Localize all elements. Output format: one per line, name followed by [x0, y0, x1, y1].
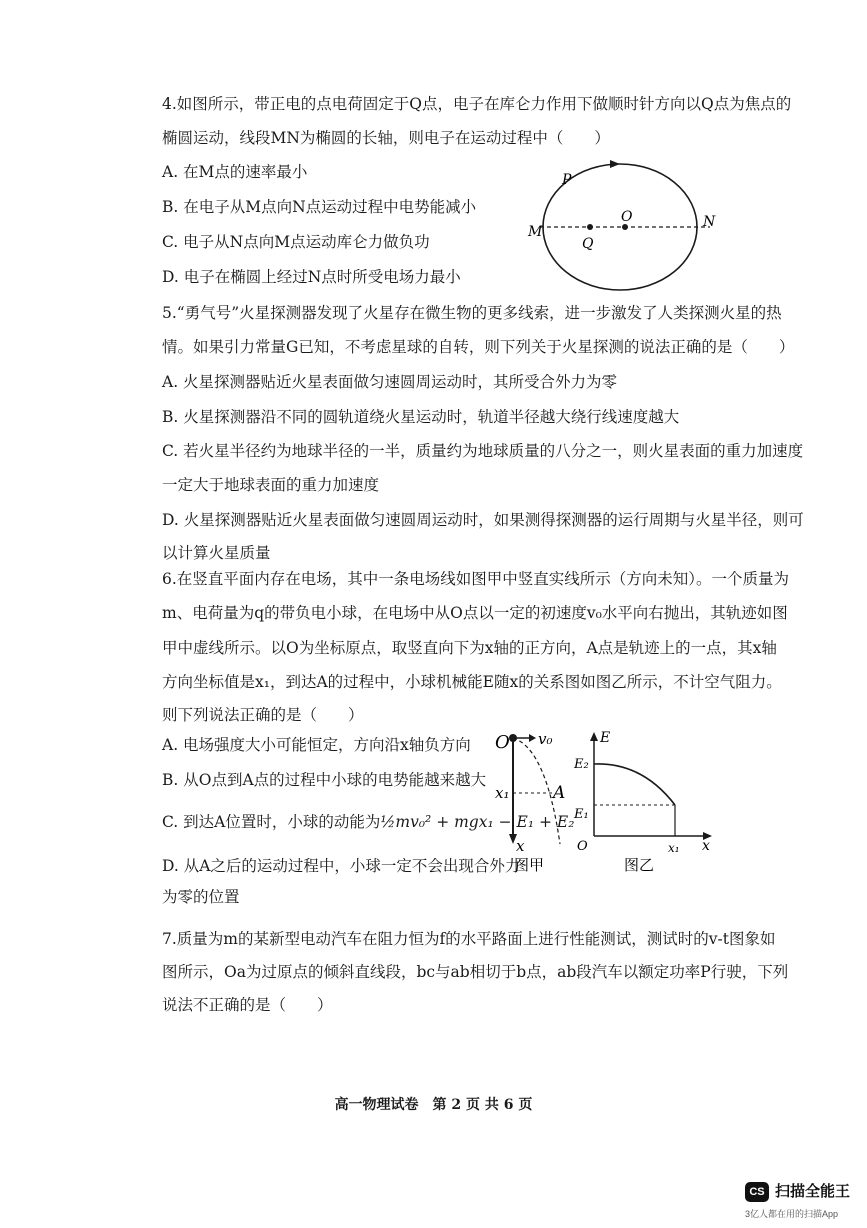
q6-stem-line-1: 6.在竖直平面内存在电场，其中一条电场线如图甲中竖直实线所示（方向未知）。一个质量为 — [162, 570, 790, 588]
q6-option-d-line-1: D. 从A之后的运动过程中，小球一定不会出现合外力 — [162, 857, 521, 875]
v0-arrow-head — [529, 734, 536, 742]
q7-stem-line-1: 7.质量为m的某新型电动汽车在阻力恒为f的水平路面上进行性能测试，测试时的v-t图象如 — [162, 930, 776, 948]
label-o: O — [495, 732, 510, 753]
label-p: P — [562, 172, 572, 188]
q6-option-d-line-2: 为零的位置 — [162, 888, 240, 906]
q4-option-a: A. 在M点的速率最小 — [162, 163, 308, 181]
scanner-logo: CS — [745, 1182, 769, 1202]
label-x1: x₁ — [668, 841, 680, 855]
q5-option-a: A. 火星探测器贴近火星表面做匀速圆周运动时，其所受合外力为零 — [162, 373, 618, 391]
q4-option-c: C. 电子从N点向M点运动库仑力做负功 — [162, 233, 430, 251]
label-x: x — [516, 837, 525, 855]
label-v0: v₀ — [538, 730, 553, 748]
label-m: M — [528, 224, 543, 240]
label-e1: E₁ — [574, 807, 589, 822]
q6-figure-yi — [572, 728, 720, 876]
q6-stem-line-5: 则下列说法正确的是（ ） — [162, 706, 364, 724]
q5-option-c-line-2: 一定大于地球表面的重力加速度 — [162, 476, 380, 494]
scanner-tagline: 3亿人都在用的扫描App — [745, 1209, 839, 1219]
page-footer: 高一物理试卷 第 2 页 共 6 页 — [334, 1097, 533, 1113]
label-a: A — [553, 783, 566, 803]
q6-stem-line-3: 甲中虚线所示。以O为坐标原点，取竖直向下为x轴的正方向，A点是轨迹上的一点，其x轴 — [162, 639, 777, 657]
q6-option-c-formula: ½mv₀² + mgx₁ − E₁ + E₂ — [380, 813, 575, 831]
scanner-watermark — [745, 1180, 861, 1224]
energy-curve — [594, 764, 675, 805]
q5-option-b: B. 火星探测器沿不同的圆轨道绕火星运动时，轨道半径越大绕行线速度越大 — [162, 408, 680, 426]
label-o: O — [577, 839, 588, 854]
q7-stem-line-3: 说法不正确的是（ ） — [162, 996, 333, 1014]
label-n: N — [703, 214, 716, 230]
direction-arrow — [610, 160, 620, 168]
q5-option-d-line-2: 以计算火星质量 — [162, 544, 271, 562]
scanner-name: 扫描全能王 — [775, 1183, 851, 1200]
e-axis-arrow — [590, 732, 598, 741]
q4-stem-line-1: 4.如图所示，带正电的点电荷固定于Q点，电子在库仑力作用下做顺时针方向以Q点为焦点的 — [162, 95, 792, 113]
point-q — [587, 224, 593, 230]
label-e2: E₂ — [574, 757, 589, 772]
label-o: O — [621, 209, 633, 225]
label-q: Q — [582, 236, 594, 252]
label-x1: x₁ — [495, 784, 510, 802]
caption-jia: 图甲 — [514, 856, 545, 874]
q5-option-d-line-1: D. 火星探测器贴近火星表面做匀速圆周运动时，如果测得探测器的运行周期与火星半径，则可 — [162, 511, 804, 529]
q4-stem-line-2: 椭圆运动，线段MN为椭圆的长轴，则电子在运动过程中（ ） — [162, 129, 610, 147]
q5-stem-line-2: 情。如果引力常量G已知，不考虑星球的自转，则下列关于火星探测的说法正确的是（ ） — [162, 338, 795, 356]
q7-stem-line-2: 图所示，Oa为过原点的倾斜直线段，bc与ab相切于b点，ab段汽车以额定功率P行驶，下列 — [162, 963, 789, 981]
q6-option-b: B. 从O点到A点的过程中小球的电势能越来越大 — [162, 771, 487, 789]
q4-ellipse-figure — [520, 160, 730, 305]
label-x: x — [702, 838, 710, 854]
q6-option-a: A. 电场强度大小可能恒定，方向沿x轴负方向 — [162, 736, 471, 754]
q5-option-c-line-1: C. 若火星半径约为地球半径的一半，质量约为地球质量的八分之一，则火星表面的重力加速度 — [162, 442, 804, 460]
label-e: E — [600, 730, 611, 746]
q4-option-b: B. 在电子从M点向N点运动过程中电势能减小 — [162, 198, 477, 216]
caption-yi: 图乙 — [624, 856, 655, 874]
q4-option-d: D. 电子在椭圆上经过N点时所受电场力最小 — [162, 268, 461, 286]
q6-stem-line-4: 方向坐标值是x₁，到达A的过程中，小球机械能E随x的关系图如图乙所示，不计空气阻力。 — [162, 673, 782, 691]
q6-figure-jia — [488, 726, 580, 876]
q5-stem-line-1: 5.“勇气号”火星探测器发现了火星存在微生物的更多线索，进一步激发了人类探测火星的热 — [162, 304, 782, 322]
q6-stem-line-2: m、电荷量为q的带负电小球，在电场中从O点以一定的初速度v₀水平向右抛出，其轨迹如图 — [162, 604, 788, 622]
q6-option-c-prefix: C. 到达A位置时，小球的动能为 — [162, 813, 381, 831]
